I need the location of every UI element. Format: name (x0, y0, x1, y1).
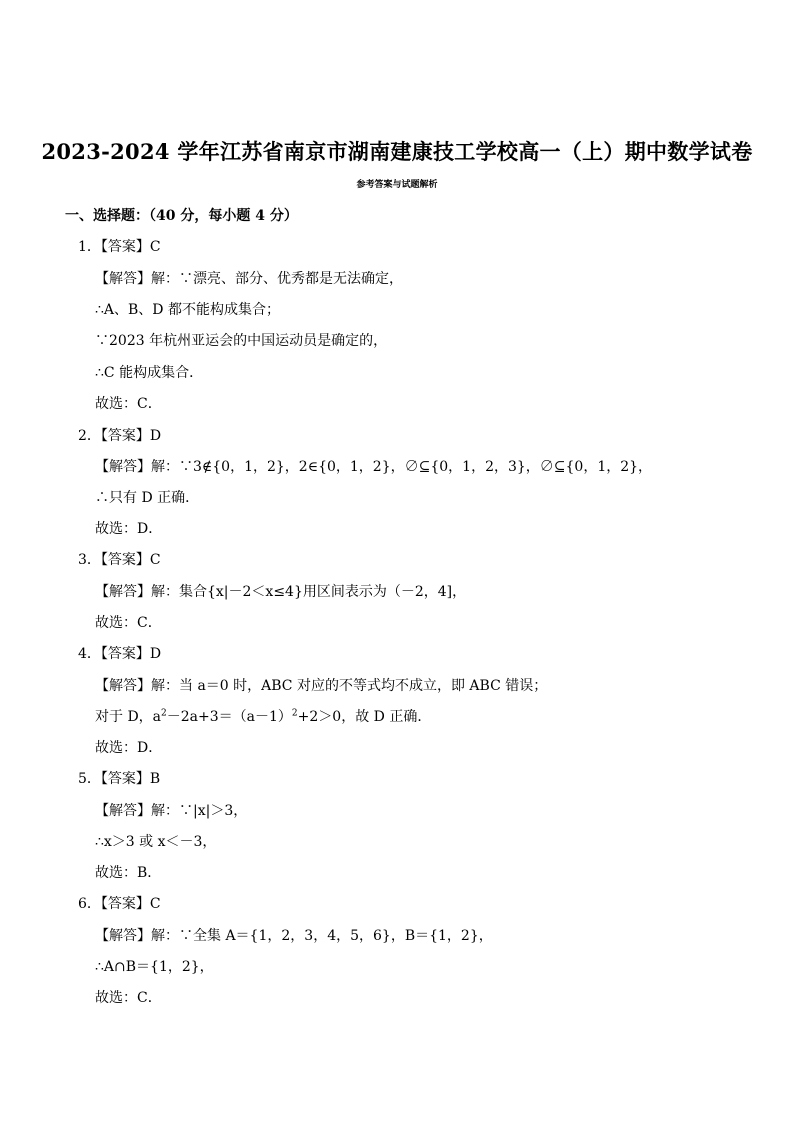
q4-solution-line: 【解答】解：当 a＝0 时，ABC 对应的不等式均不成立，即 ABC 错误； (95, 678, 548, 694)
q2-solution-line: 【解答】解：∵3∉{0，1，2}，2∈{0，1，2}，∅⊆{0，1，2，3}，∅⊆{0，1，2}， (95, 459, 653, 475)
q1-solution-line: ∴C 能构成集合． (95, 365, 204, 381)
q4-exponent: 2 (161, 708, 167, 719)
q1-answer: 1．【答案】C (78, 239, 161, 255)
q6-solution-line: 【解答】解：∵全集 A＝{1，2，3，4，5，6}，B＝{1，2}， (95, 928, 493, 944)
q4-answer: 4．【答案】D (78, 646, 162, 662)
q4-formula-part: －2a+3＝（a－1） (166, 709, 292, 725)
q1-choice: 故选：C． (95, 396, 162, 412)
page-subtitle: 参考答案与试题解析 (356, 180, 438, 190)
section-heading: 一、选择题：（40 分，每小题 4 分） (65, 208, 298, 224)
q5-solution-line: 【解答】解：∵|x|＞3， (95, 803, 248, 819)
q5-answer: 5．【答案】B (78, 771, 161, 787)
q2-choice: 故选：D． (95, 521, 163, 537)
q4-solution-line (95, 706, 431, 726)
q6-answer: 6．【答案】C (78, 896, 161, 912)
q4-choice: 故选：D． (95, 740, 163, 756)
q3-solution-line: 【解答】解：集合{x|－2＜x≤4}用区间表示为（－2，4]， (95, 584, 467, 600)
page-title: 2023-2024 学年江苏省南京市湖南建康技工学校高一（上）期中数学试卷 (41, 139, 753, 164)
q6-choice: 故选：C． (95, 990, 162, 1006)
q2-solution-line: ∴只有 D 正确． (95, 490, 200, 506)
q6-solution-line: ∴A∩B＝{1，2}， (95, 959, 214, 975)
q4-formula-part: 对于 D，a (95, 709, 162, 725)
q4-formula-part: +2＞0，故 D 正确． (297, 709, 432, 725)
q1-solution-line: 【解答】解：∵漂亮、部分、优秀都是无法确定， (95, 271, 403, 287)
q5-solution-line: ∴x＞3 或 x＜－3， (95, 834, 217, 850)
q1-solution-line: ∴A、B、D 都不能构成集合； (95, 302, 280, 318)
q3-answer: 3．【答案】C (78, 552, 161, 568)
q1-solution-line: ∵2023 年杭州亚运会的中国运动员是确定的， (95, 333, 388, 349)
q2-answer: 2．【答案】D (78, 428, 162, 444)
q3-choice: 故选：C． (95, 615, 162, 631)
q4-exponent: 2 (291, 708, 298, 719)
q5-choice: 故选：B． (95, 865, 162, 881)
